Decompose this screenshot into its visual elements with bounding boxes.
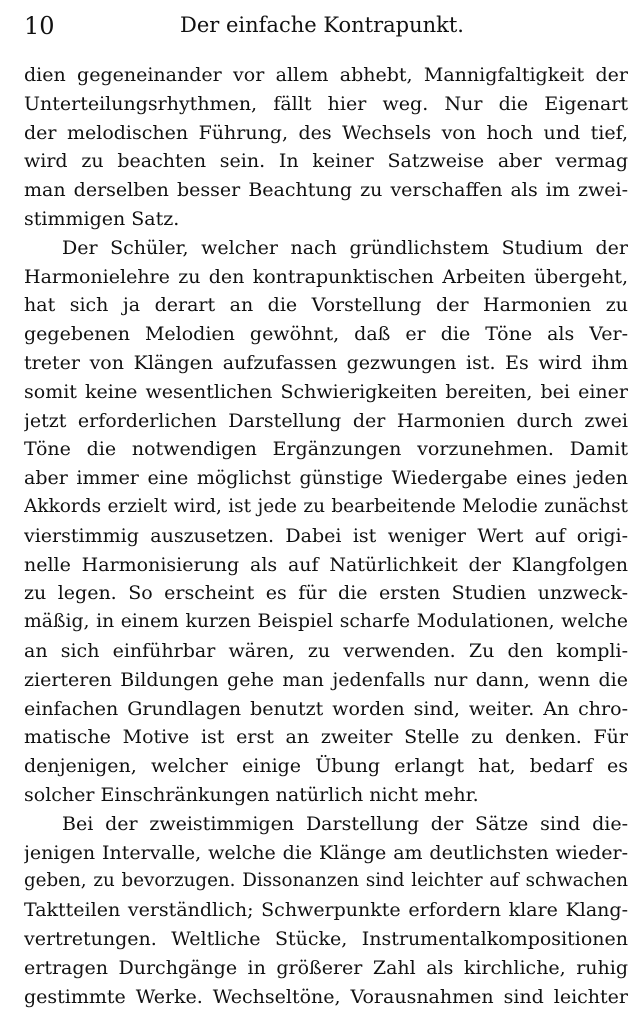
text-line: jetzt erforderlichen Darstellung der Harmonien durch zwei [24, 409, 628, 432]
text-line: matische Motive ist erst an zweiter Stelle zu denken. Für [24, 726, 628, 749]
text-line: gestimmte Werke. Wechseltöne, Vorausnahmen sind leichter [24, 985, 628, 1008]
text-line: mäßig, in einem kurzen Beispiel scharfe Modulationen, welche [24, 611, 628, 633]
text-line: wird zu beachten sein. In keiner Satzweise aber vermag [24, 150, 628, 173]
text-line: ertragen Durchgänge in größerer Zahl als kirchliche, ruhig [24, 956, 628, 979]
text-line: solcher Einschränkungen natürlich nicht mehr. [24, 783, 479, 806]
text-line: vertretungen. Weltliche Stücke, Instrumentalkompositionen [24, 927, 628, 950]
text-line: somit keine wesentlichen Schwierigkeiten bereiten, bei einer [24, 380, 628, 403]
text-line: Der Schüler, welcher nach gründlichstem Studium der [62, 236, 628, 259]
text-line: vierstimmig auszusetzen. Dabei ist weniger Wert auf origi- [24, 524, 628, 547]
running-title: Der einfache Kontrapunkt. [180, 13, 464, 37]
text-line: hat sich ja derart an die Vorstellung der Harmonien zu [24, 294, 628, 317]
paragraph [24, 234, 628, 810]
text-line: der melodischen Führung, des Wechsels von hoch und tief, [24, 121, 628, 144]
text-line: aber immer eine möglichst günstige Wiedergabe eines jeden [24, 467, 628, 490]
page-header [24, 10, 620, 44]
text-line: zierteren Bildungen gehe man jedenfalls nur dann, wenn die [24, 668, 628, 691]
text-line: Taktteilen verständlich; Schwerpunkte erfordern klare Klang- [24, 899, 628, 922]
text-line: Töne die notwendigen Ergänzungen vorzunehmen. Damit [24, 438, 628, 461]
text-line: stimmigen Satz. [24, 207, 180, 230]
text-line: Unterteilungsrhythmen, fällt hier weg. Nur die Eigenart [24, 92, 628, 115]
body-text [24, 61, 628, 1011]
text-line: geben, zu bevorzugen. Dissonanzen sind leichter auf schwachen [24, 870, 628, 892]
text-line: Bei der zweistimmigen Darstellung der Sätze sind die- [62, 812, 628, 835]
page-number: 10 [24, 12, 55, 40]
text-line: gegebenen Melodien gewöhnt, daß er die Töne als Ver- [24, 323, 628, 346]
text-line: man derselben besser Beachtung zu verschaffen als im zwei- [24, 179, 628, 202]
text-line: Harmonielehre zu den kontrapunktischen Arbeiten übergeht, [24, 265, 628, 288]
text-line: einfachen Grundlagen benutzt worden sind, weiter. An chro- [24, 697, 628, 720]
text-line: dien gegeneinander vor allem abhebt, Mannigfaltigkeit der [24, 64, 628, 86]
text-line: an sich einführbar wären, zu verwenden. Zu den kompli- [24, 639, 628, 662]
paragraph [24, 61, 628, 234]
paragraph [24, 810, 628, 1012]
text-line: treter von Klängen aufzufassen gezwungen ist. Es wird ihm [24, 351, 628, 374]
text-line: jenigen Intervalle, welche die Klänge am deutlichsten wieder- [24, 841, 628, 864]
text-line: zu legen. So erscheint es für die ersten Studien unzweck- [24, 582, 628, 605]
text-line: nelle Harmonisierung als auf Natürlichkeit der Klangfolgen [24, 553, 628, 576]
text-line: Akkords erzielt wird, ist jede zu bearbeitende Melodie zunächst [24, 495, 628, 517]
text-line: denjenigen, welcher einige Übung erlangt hat, bedarf es [24, 755, 628, 778]
